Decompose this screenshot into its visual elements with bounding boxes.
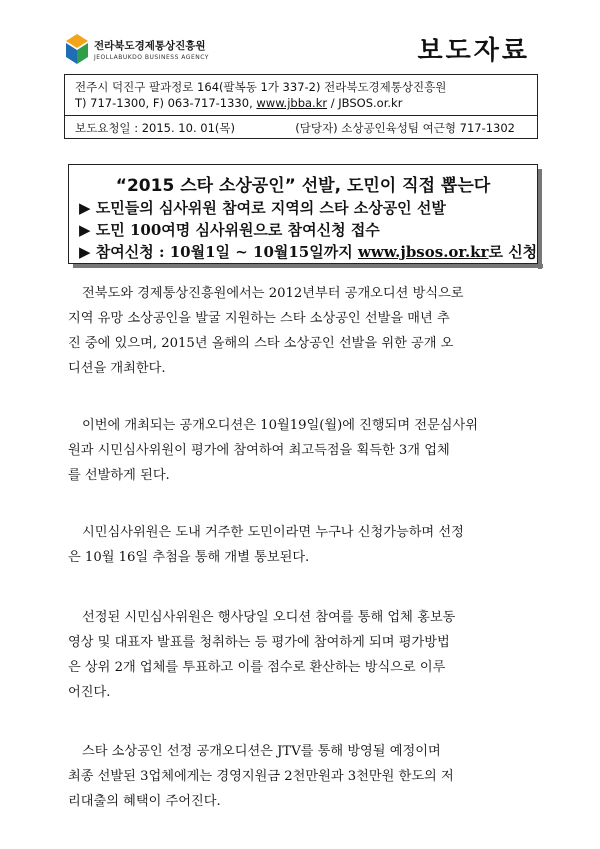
- bullet-3-prefix: ▶ 참여신청 : 10월1일 ~ 10월15일까지: [79, 243, 358, 261]
- info-divider: [65, 115, 537, 116]
- agency-logo-icon: [64, 32, 90, 66]
- paragraph-line: 영상 및 대표자 발표를 청취하는 등 평가에 참여하게 되며 평가방법: [68, 635, 450, 650]
- paragraph-line: 최종 선발된 3업체에게는 경영지원금 2천만원과 3천만원 한도의 저: [68, 769, 454, 784]
- paragraph-line: 를 선발하게 된다.: [68, 468, 170, 483]
- request-date: 보도요청일 : 2015. 10. 01(목): [75, 121, 235, 135]
- paragraph-line: 스타 소상공인 선정 공개오디션은 JTV를 통해 방영될 예정이며: [82, 744, 441, 759]
- paragraph-5: [68, 739, 538, 814]
- paragraph-line: 지역 유망 소상공인을 발굴 지원하는 스타 소상공인 선발을 매년 추: [68, 311, 450, 326]
- headline-bullet-2: ▶ 도민 100여명 심사위원으로 참여신청 접수: [79, 221, 380, 239]
- paragraph-line: 진 중에 있으며, 2015년 올해의 스타 소상공인 선발을 위한 공개 오: [68, 336, 454, 351]
- website-link[interactable]: www.jbba.kr: [256, 96, 328, 110]
- agency-logo: [64, 32, 234, 72]
- org-sub-name: JEOLLABUKDO BUSINESS AGENCY: [94, 54, 209, 61]
- org-name: 전라북도경제통상진흥원: [94, 40, 206, 52]
- phone-fax: T) 717-1300, F) 063-717-1330,: [75, 96, 257, 110]
- headline-bullet-1: ▶ 도민들의 심사위원 참여로 지역의 스타 소상공인 선발: [79, 199, 446, 217]
- paragraph-4: [68, 605, 538, 705]
- paragraph-3: [68, 520, 538, 570]
- paragraph-line: 선정된 시민심사위원은 행사당일 오디션 참여를 통해 업체 홍보동: [82, 610, 456, 625]
- phone-fax-line: [75, 96, 402, 110]
- headline-title: “2015 스타 소상공인” 선발, 도민이 직접 뽑는다: [115, 176, 491, 196]
- site-secondary: / JBSOS.or.kr: [327, 96, 403, 110]
- paragraph-line: 전북도와 경제통상진흥원에서는 2012년부터 공개오디션 방식으로: [82, 286, 464, 301]
- headline-bullet-3: [79, 241, 537, 262]
- paragraph-line: 은 10월 16일 추첨을 통해 개별 통보된다.: [68, 550, 310, 565]
- paragraph-line: 원과 시민심사위원이 평가에 참여하여 최고득점을 획득한 3개 업체: [68, 443, 450, 458]
- apply-link[interactable]: www.jbsos.or.kr: [357, 243, 489, 261]
- paragraph-line: 어진다.: [68, 685, 111, 700]
- paragraph-line: 시민심사위원은 도내 거주한 도민이라면 누구나 신청가능하며 선정: [82, 525, 464, 540]
- info-box: [64, 74, 538, 139]
- paragraph-line: 리대출의 혜택이 주어진다.: [68, 794, 221, 809]
- paragraph-line: 은 상위 2개 업체를 투표하고 이를 점수로 환산하는 방식으로 이루: [68, 660, 446, 675]
- paragraph-line: 디션을 개최한다.: [68, 361, 166, 376]
- bullet-3-suffix: 로 신청: [488, 243, 538, 261]
- paragraph-1: [68, 281, 538, 381]
- headline-box: [68, 164, 538, 264]
- paragraph-2: [68, 413, 538, 488]
- box-shadow-right: [538, 169, 542, 269]
- contact-person: (담당자) 소상공인육성팀 여근형 717-1302: [295, 121, 515, 135]
- box-shadow-bottom: [73, 264, 543, 268]
- paragraph-line: 이번에 개최되는 공개오디션은 10월19일(월)에 진행되며 전문심사위: [82, 418, 479, 433]
- address: 전주시 덕진구 팔과정로 164(팔복동 1가 337-2) 전라북도경제통상진흥원: [75, 80, 447, 94]
- doc-type-title: 보도자료: [417, 36, 530, 66]
